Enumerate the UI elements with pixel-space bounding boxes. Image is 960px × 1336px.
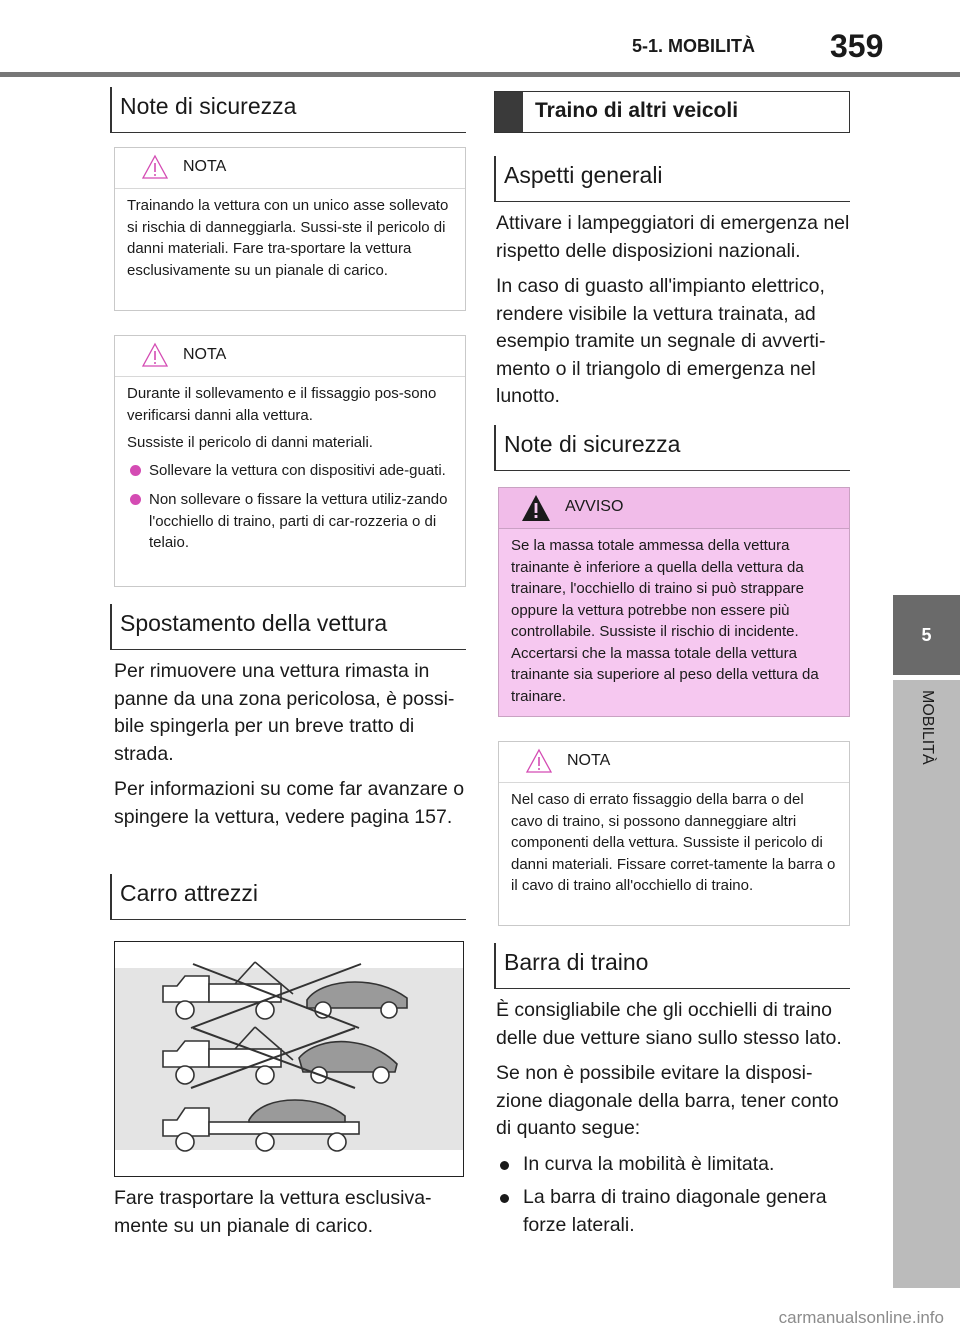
warning-triangle-icon	[141, 154, 169, 180]
heading-text: Aspetti generali	[504, 162, 663, 188]
paragraph: Per informazioni su come far avanzare o spingere la vettura, vedere pagina 157.	[114, 778, 465, 828]
heading-safety-notes-right	[494, 425, 850, 471]
heading-tow-truck	[110, 874, 466, 920]
heading-bar	[110, 87, 112, 133]
chapter-number: 5	[921, 624, 932, 645]
nota-box-3	[498, 741, 850, 926]
nota-header	[115, 148, 465, 189]
paragraph: È consigliabile che gli occhielli di traino delle due vetture siano sullo stesso lato.	[496, 999, 842, 1049]
tow-truck-illustration	[114, 941, 464, 1177]
page-number: 359	[830, 28, 884, 64]
heading-underline	[494, 470, 850, 472]
warning-triangle-icon	[141, 342, 169, 368]
heading-safety-notes-left	[110, 87, 466, 133]
paragraph: In caso di guasto all'impianto elettrico, rendere visibile la vettura trainata, ad esempio tramite un segnale di avverti-mento o il triangolo di emergenza nel lunotto.	[496, 275, 826, 407]
heading-text: Spostamento della vettura	[120, 610, 388, 636]
paragraph: Attivare i lampeggiatori di emergenza nel rispetto delle disposizioni nazionali.	[496, 212, 850, 262]
heading-underline	[110, 919, 466, 921]
nota-box-2	[114, 335, 466, 587]
warning-triangle-icon	[525, 748, 553, 774]
heading-underline	[110, 132, 466, 134]
nota-header	[499, 742, 849, 783]
avviso-box	[498, 487, 850, 717]
heading-text: Traino di altri veicoli	[535, 99, 739, 122]
nota-text: Nel caso di errato fissaggio della barra o del cavo di traino, si possono danneggiare altri componenti della vettura. Sussiste il pericolo di danni materiali. Fissare corret-tamente la barra o il cavo di traino all'occhiello di traino.	[511, 791, 836, 894]
paragraph: Fare trasportare la vettura esclusiva-mente su un pianale di carico.	[114, 1187, 432, 1237]
general-text	[496, 210, 850, 419]
heading-underline	[494, 988, 850, 990]
heading-text: Note di sicurezza	[120, 93, 297, 119]
heading-text: Carro attrezzi	[120, 880, 259, 906]
nota-text: Sussiste il pericolo di danni materiali.	[127, 434, 373, 451]
watermark: carmanualsonline.info	[778, 1308, 944, 1327]
nota-label: NOTA	[183, 346, 227, 363]
heading-general-aspects	[494, 156, 850, 202]
bullet-item: In curva la mobilità è limitata.	[496, 1151, 850, 1179]
paragraph: Per rimuovere una vettura rimasta in panne da una zona pericolosa, è possi-bile spingerla per un breve tratto di strada.	[114, 660, 455, 765]
heading-bar	[494, 943, 496, 989]
running-header-section: 5-1. MOBILITÀ	[632, 36, 756, 56]
warning-triangle-icon	[521, 494, 551, 522]
heading-bar	[110, 874, 112, 920]
heading-text: Barra di traino	[504, 949, 649, 975]
nota-header	[115, 336, 465, 377]
nota-label: NOTA	[183, 158, 227, 175]
chapter-tab-label	[893, 690, 960, 810]
heading-text: Note di sicurezza	[504, 431, 681, 457]
nota-bullet: Sollevare la vettura con dispositivi ade-guati.	[127, 460, 455, 482]
heading-block	[495, 92, 523, 132]
heading-moving-vehicle	[110, 604, 466, 650]
header-rule	[0, 72, 960, 77]
avviso-label: AVVISO	[565, 498, 624, 515]
heading-bar	[110, 604, 112, 650]
bullet-item: La barra di traino diagonale genera forze laterali.	[496, 1184, 850, 1239]
avviso-header	[499, 488, 849, 529]
chapter-label: MOBILITÀ	[919, 690, 936, 765]
heading-bar	[494, 425, 496, 471]
nota-label: NOTA	[567, 752, 611, 769]
nota-box-1	[114, 147, 466, 311]
chapter-tab-number	[893, 595, 960, 675]
heading-tow-bar	[494, 943, 850, 989]
moving-text	[114, 658, 466, 839]
nota-text: Durante il sollevamento e il fissaggio pos-sono verificarsi danni alla vettura.	[127, 385, 437, 424]
heading-underline	[110, 649, 466, 651]
tow-truck-text	[114, 1185, 466, 1248]
nota-text: Trainando la vettura con un unico asse sollevato si rischia di danneggiarla. Sussi-ste il pericolo di danni materiali. Fare tra-sportare la vettura esclusivamente su un pianale di carico.	[127, 197, 449, 279]
heading-underline	[494, 201, 850, 203]
heading-bar	[494, 156, 496, 202]
nota-bullet: Non sollevare o fissare la vettura utiliz-zando l'occhiello di traino, parti di car-rozzeria o di telaio.	[127, 489, 455, 554]
paragraph: Se non è possibile evitare la disposi-zione diagonale della barra, tener conto di quanto segue:	[496, 1062, 839, 1139]
tow-truck-drawing	[115, 942, 462, 1175]
tow-bar-text	[496, 997, 850, 1245]
heading-towing-other-vehicles	[494, 91, 850, 133]
avviso-text: Se la massa totale ammessa della vettura trainante è inferiore a quella della vettura da trainare, l'occhiello di traino si può strappare oppure la vettura potrebbe non essere più controllabile. Sussiste il rischio di incidente. Accertarsi che la massa totale della vettura trainante sia superiore al peso della vettura da trainare.	[511, 537, 819, 705]
